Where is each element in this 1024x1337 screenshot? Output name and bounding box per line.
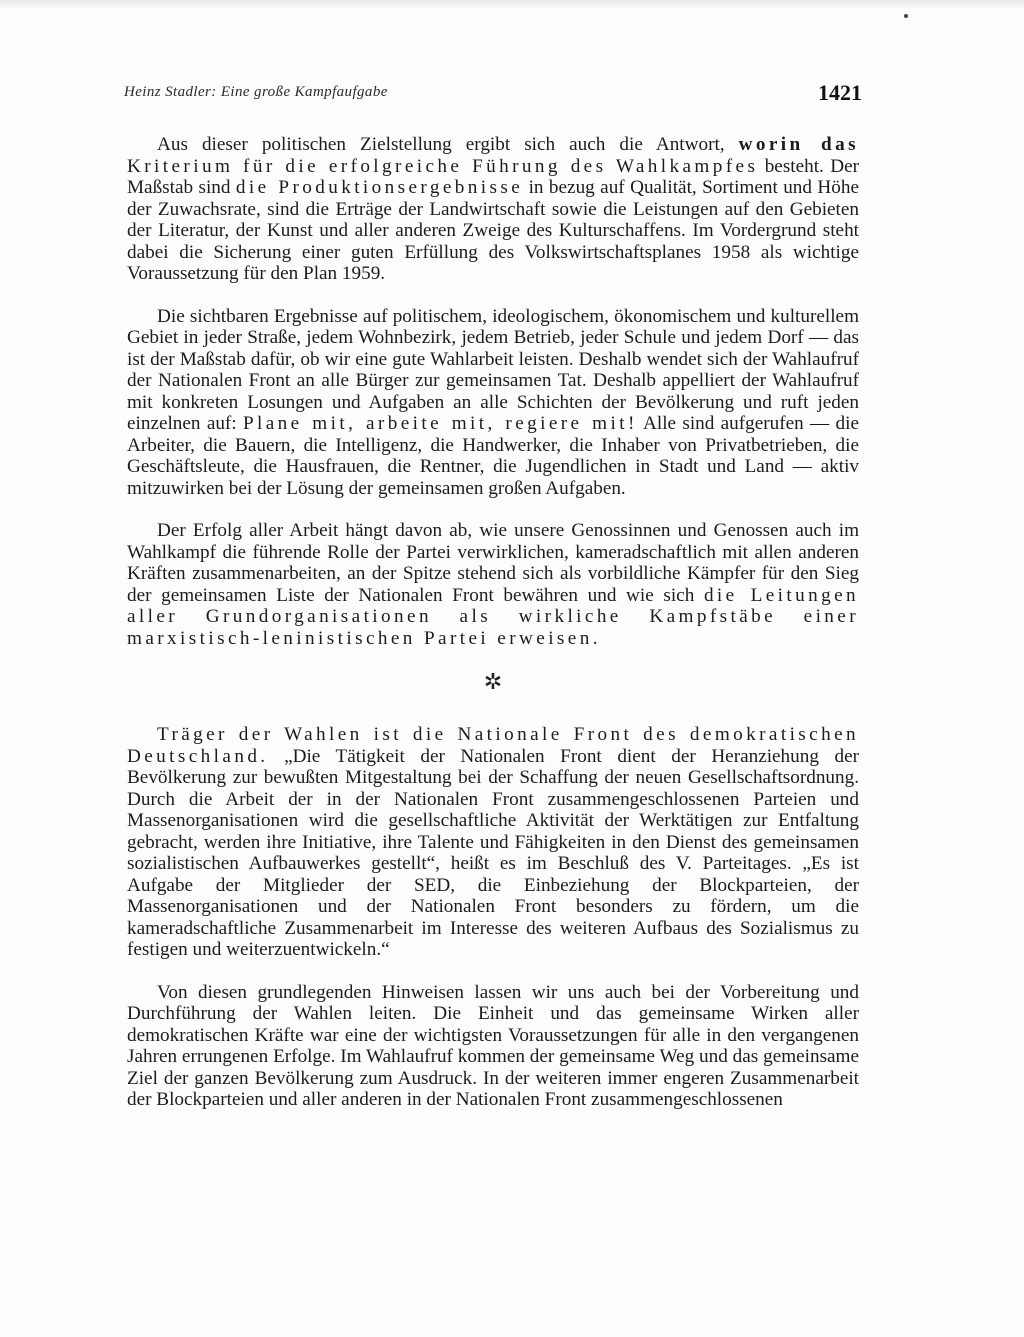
p3-text-a: Der Erfolg aller Arbeit hängt davon ab, wie unsere Genossinnen und Genossen auch im Wahlkampf die führende Rolle der Partei verwirklichen, kameradschaftlich mit allen anderen Kräften zusammenarbeiten, an der Spitze stehend sich als vorbildliche Kämpfer für den Sieg der gemeinsamen Liste der Nationalen Front bewähren und wie sich	[127, 520, 859, 606]
p2-text-b: Alle sind aufgerufen — die Arbeiter, die Bauern, die Intelligenz, die Handwerker, die Inhaber von Privatbetrieben, die Geschäftsleute, die Hausfrauen, die Rentner, die Jugendlichen in Stadt und Land — aktiv mitzuwirken bei der Lösung der gemeinsamen großen Aufgaben.	[127, 413, 859, 499]
p1-text-b: besteht. Der Maßstab sind	[127, 155, 859, 198]
p2-text-a: Die sichtbaren Ergebnisse auf politischem, ideologischem, ökonomischem und kulturellem Gebiet in jeder Straße, jedem Wohnbezirk, jedem Betrieb, jeder Schule und jedem Dorf — das ist der Maßstab dafür, ob wir eine gute Wahlarbeit leisten. Deshalb wendet sich der Wahlaufruf der Nationalen Front an alle Bürger zur gemeinsamen Tat. Deshalb appelliert der Wahlaufruf mit konkreten Losungen und Aufgaben an alle Schichten der Bevölkerung und ruft jeden einzelnen auf:	[127, 305, 859, 434]
scan-speck	[904, 14, 908, 18]
paragraph-1	[127, 134, 859, 285]
p2-slogan: Plane mit, arbeite mit, regiere mit!	[242, 413, 638, 434]
paragraph-4	[127, 724, 859, 961]
p1-emphasis-spaced: Kriterium für die erfolgreiche Führung des Wahlkampfes	[127, 155, 759, 177]
body-text	[127, 134, 859, 1132]
paragraph-5	[127, 982, 859, 1111]
section-separator-star: ✲	[483, 669, 503, 694]
paragraph-2	[127, 306, 859, 500]
p5-text: Von diesen grundlegenden Hinweisen lassen wir uns auch bei der Vorbereitung und Durchführung der Wahlen leiten. Die Einheit und das gemeinsame Wirken aller demokratischen Kräfte war eine der wichtigsten Voraussetzungen für alle in den vergangenen Jahren errungenen Erfolge. Im Wahlaufruf kommen der gemeinsame Weg und das gemeinsame Ziel der ganzen Bevölkerung zum Ausdruck. In der weiteren immer engeren Zusammenarbeit der Blockparteien und aller anderen in der Nationalen Front zusammengeschlossenen	[127, 981, 859, 1110]
p3-emphasis: die Leitungen aller Grundorganisationen als wirkliche Kampfstäbe einer marxistisch-leninistischen Partei erweisen.	[127, 584, 860, 649]
p1-text-a: Aus dieser politischen Zielstellung ergibt sich auch die Antwort,	[157, 134, 739, 155]
p4-emphasis: Träger der Wahlen ist die Nationale Front des demokratischen Deutschland.	[127, 724, 859, 767]
p1-emphasis-production: die Produktionsergebnisse	[235, 177, 524, 198]
p4-text: „Die Tätigkeit der Nationalen Front dient der Heranziehung der Bevölkerung zur bewußten Mitgestaltung bei der Schaffung der neuen Gesellschaftsordnung. Durch die Arbeit der in der Nationalen Front zusammengeschlossenen Parteien und Massenorganisationen wird die gesellschaftliche Aktivität der Werktätigen zur Entfaltung gebracht, werden ihre Initiative, ihre Talente und Fähigkeiten in den Dienst des gemeinsamen sozialistischen Aufbauwerkes gestellt“, heißt es im Beschluß des V. Parteitages. „Es ist Aufgabe der Mitglieder der SED, die Einbeziehung der Blockparteien, der Massenorganisationen und der Nationalen Front besonders zu fördern, um die kameradschaftliche Zusammenarbeit im Interesse des weiteren Aufbaus des Sozialismus zu festigen und weiterzuentwickeln.“	[127, 745, 859, 960]
scan-edge-shadow	[0, 0, 1024, 10]
running-title: Heinz Stadler: Eine große Kampfaufgabe	[124, 84, 388, 100]
p1-emphasis-bold: worin das	[738, 134, 859, 155]
running-header	[124, 80, 862, 108]
paragraph-3	[127, 520, 859, 649]
p1-text-c: in bezug auf Qualität, Sortiment und Höhe der Zuwachsrate, sind die Erträge der Landwirtschaft sowie die Leistungen auf den Gebieten der Literatur, der Kunst und aller anderen Zweige des Kulturschaffens. Im Vordergrund steht dabei die Sicherung einer guten Erfüllung des Volkswirtschaftsplanes 1958 als wichtige Voraussetzung für den Plan 1959.	[127, 177, 859, 284]
page-number: 1421	[818, 80, 862, 105]
